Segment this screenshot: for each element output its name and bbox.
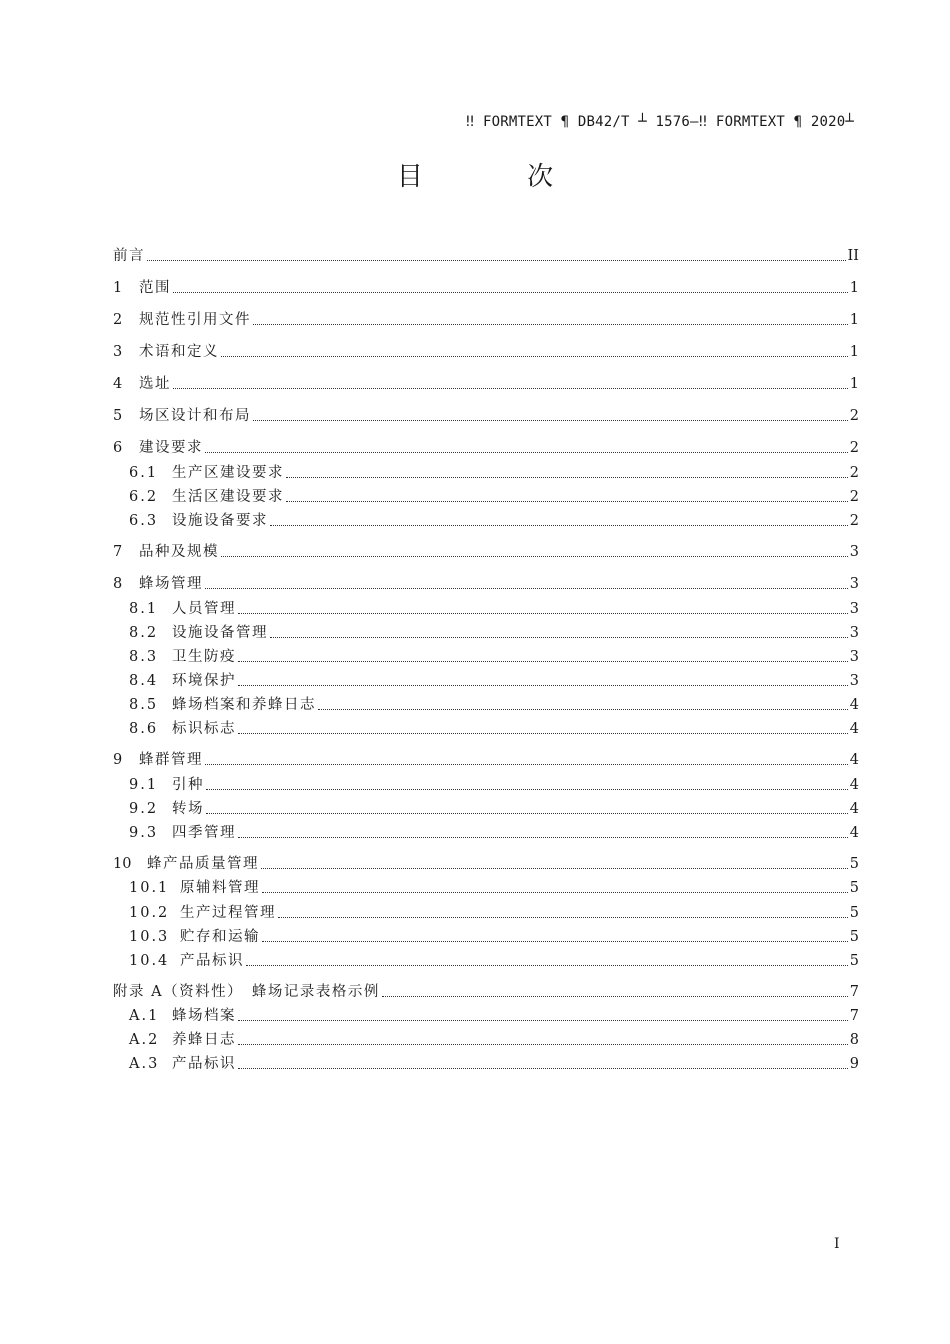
toc-entry[interactable] [129,647,859,667]
toc-entry[interactable] [129,951,859,971]
toc-entry-page: 2 [849,513,859,529]
toc-entry-number: 2 [113,312,123,328]
toc-leader-dots [246,965,848,966]
toc-leader-dots [238,1020,848,1021]
toc-entry-label: 前言 [113,248,145,264]
toc-leader-dots [238,733,848,734]
toc-entry-page: 3 [849,601,859,617]
toc-leader-dots [147,260,846,261]
toc-leader-dots [270,637,848,638]
toc-entry[interactable] [113,310,859,330]
toc-leader-dots [238,1068,848,1069]
toc-entry-number: 6.1 [129,465,159,481]
toc-entry-page: 4 [849,697,859,713]
toc-entry-page: 5 [849,880,859,896]
toc-leader-dots [221,356,848,357]
toc-entry-page: 5 [849,929,859,945]
toc-leader-dots [206,813,848,814]
document-header: ‼ FORMTEXT ¶ DB42/T ┴ 1576—‼ FORMTEXT ¶ 2020┴ [465,114,854,130]
toc-entry-label: 引种 [172,777,204,793]
toc-entry-label: 四季管理 [172,825,236,841]
toc-entry-label: 蜂场管理 [139,576,203,592]
toc-entry-page: 3 [849,673,859,689]
toc-entry[interactable] [129,463,859,483]
toc-leader-dots [205,764,848,765]
toc-leader-dots [270,525,848,526]
toc-entry[interactable] [129,511,859,531]
toc-entry-page: 9 [849,1056,859,1072]
toc-leader-dots [238,685,848,686]
toc-entry-number: A.2 [129,1032,160,1048]
toc-entry[interactable] [129,671,859,691]
toc-entry-page: 7 [849,1008,859,1024]
toc-entry-label: 选址 [139,376,171,392]
toc-leader-dots [278,917,848,918]
toc-leader-dots [262,941,848,942]
toc-entry-page: 2 [849,408,859,424]
toc-entry-page: 2 [849,465,859,481]
toc-leader-dots [205,588,848,589]
toc-entry[interactable] [129,799,859,819]
toc-entry-page: 4 [849,825,859,841]
toc-entry-label: 蜂产品质量管理 [147,856,259,872]
toc-entry[interactable] [129,1030,859,1050]
toc-entry-label: 养蜂日志 [172,1032,236,1048]
toc-entry-page: 3 [849,576,859,592]
toc-entry-page: 3 [849,649,859,665]
toc-entry-number: 6.2 [129,489,159,505]
toc-entry-label: 术语和定义 [139,344,219,360]
toc-entry-label: 设施设备要求 [172,513,268,529]
toc-entry-label: 产品标识 [180,953,244,969]
toc-entry-page: 1 [849,312,859,328]
toc-entry-number: 10.4 [129,953,170,969]
toc-entry[interactable] [113,574,859,594]
toc-entry[interactable] [113,374,859,394]
toc-entry-page: 8 [849,1032,859,1048]
toc-entry-label: 蜂场档案 [172,1008,236,1024]
toc-entry-number: 8.6 [129,721,159,737]
toc-entry[interactable] [129,775,859,795]
toc-entry-label: 贮存和运输 [180,929,260,945]
toc-entry-number: 6.3 [129,513,159,529]
toc-entry[interactable] [129,823,859,843]
toc-entry-number: 9 [113,752,123,768]
toc-entry-number: 10 [113,856,132,872]
toc-leader-dots [205,452,848,453]
toc-entry[interactable] [113,854,859,874]
toc-entry-number: 8.2 [129,625,159,641]
toc-entry[interactable] [129,878,859,898]
toc-entry-number: 10.2 [129,905,170,921]
toc-entry-label: 品种及规模 [139,544,219,560]
toc-entry[interactable] [113,342,859,362]
toc-entry-page: 5 [849,856,859,872]
toc-entry[interactable] [113,542,859,562]
toc-entry-page: 1 [849,344,859,360]
toc-entry-label: 标识标志 [172,721,236,737]
toc-entry-number: 8.5 [129,697,159,713]
toc-entry[interactable] [129,719,859,739]
toc-entry-number: 4 [113,376,123,392]
toc-leader-dots [206,789,848,790]
toc-entry[interactable] [129,599,859,619]
toc-leader-dots [238,661,848,662]
toc-entry-label: 生产区建设要求 [172,465,284,481]
toc-entry-page: 2 [849,489,859,505]
toc-entry-page: 7 [849,984,859,1000]
toc-entry-label: 产品标识 [172,1056,236,1072]
toc-entry[interactable] [129,1006,859,1026]
toc-entry-number: 5 [113,408,123,424]
toc-entry-label: 蜂群管理 [139,752,203,768]
toc-entry-number: 9.2 [129,801,159,817]
toc-entry-page: 4 [849,721,859,737]
toc-entry-number: 3 [113,344,123,360]
toc-leader-dots [173,388,848,389]
toc-entry-label: 建设要求 [139,440,203,456]
toc-leader-dots [261,868,848,869]
toc-entry[interactable] [113,406,859,426]
toc-entry-number: 9.3 [129,825,159,841]
toc-entry-page: 5 [849,905,859,921]
toc-entry[interactable] [129,927,859,947]
toc-entry-page: 4 [849,801,859,817]
toc-entry[interactable] [113,278,859,298]
toc-entry-page: II [847,248,859,264]
toc-entry-page: 2 [849,440,859,456]
toc-leader-dots [173,292,848,293]
toc-entry-label: 设施设备管理 [172,625,268,641]
toc-leader-dots [221,556,848,557]
toc-entry-page: 5 [849,953,859,969]
toc-entry-number: 10.3 [129,929,170,945]
toc-entry-label: 场区设计和布局 [139,408,251,424]
toc-entry-page: 1 [849,376,859,392]
toc-entry-number: 6 [113,440,123,456]
toc-entry-page: 3 [849,625,859,641]
toc-entry[interactable] [113,438,859,458]
toc-entry[interactable] [129,1054,859,1074]
toc-leader-dots [238,837,848,838]
toc-entry-label: 转场 [172,801,204,817]
toc-entry-label: 原辅料管理 [180,880,260,896]
toc-leader-dots [286,477,848,478]
toc-leader-dots [318,709,848,710]
toc-entry-number: 8.3 [129,649,159,665]
toc-entry-page: 1 [849,280,859,296]
toc-entry-label: 生产过程管理 [180,905,276,921]
toc-entry-label: 生活区建设要求 [172,489,284,505]
toc-entry[interactable] [129,695,859,715]
toc-entry-page: 4 [849,777,859,793]
toc-entry-label: 卫生防疫 [172,649,236,665]
toc-entry-number: 8.1 [129,601,159,617]
toc-entry-number: A.3 [129,1056,160,1072]
toc-entry[interactable] [129,487,859,507]
toc-entry-label: 人员管理 [172,601,236,617]
toc-leader-dots [238,613,848,614]
toc-entry-label: 附录 A（资料性） 蜂场记录表格示例 [113,984,380,1000]
toc-entry-number: 10.1 [129,880,170,896]
toc-entry-label: 范围 [139,280,171,296]
toc-leader-dots [382,996,848,997]
toc-leader-dots [238,1044,848,1045]
toc-entry-number: 8.4 [129,673,159,689]
toc-entry-label: 规范性引用文件 [139,312,251,328]
toc-entry-number: 1 [113,280,123,296]
toc-entry[interactable] [129,903,859,923]
toc-entry-label: 环境保护 [172,673,236,689]
toc-entry-number: 9.1 [129,777,159,793]
toc-leader-dots [262,892,848,893]
toc-entry[interactable] [129,623,859,643]
toc-entry[interactable] [113,750,859,770]
toc-entry-number: A.1 [129,1008,160,1024]
toc-entry[interactable] [113,982,859,1002]
toc-entry-number: 7 [113,544,123,560]
toc-entry-page: 3 [849,544,859,560]
page-number: I [834,1236,840,1252]
toc-leader-dots [286,501,848,502]
page-title: 目 次 [396,162,602,192]
toc-entry-label: 蜂场档案和养蜂日志 [172,697,316,713]
toc-entry-number: 8 [113,576,123,592]
toc-leader-dots [253,420,848,421]
toc-entry-page: 4 [849,752,859,768]
toc-leader-dots [253,324,848,325]
toc-entry[interactable] [113,246,859,266]
